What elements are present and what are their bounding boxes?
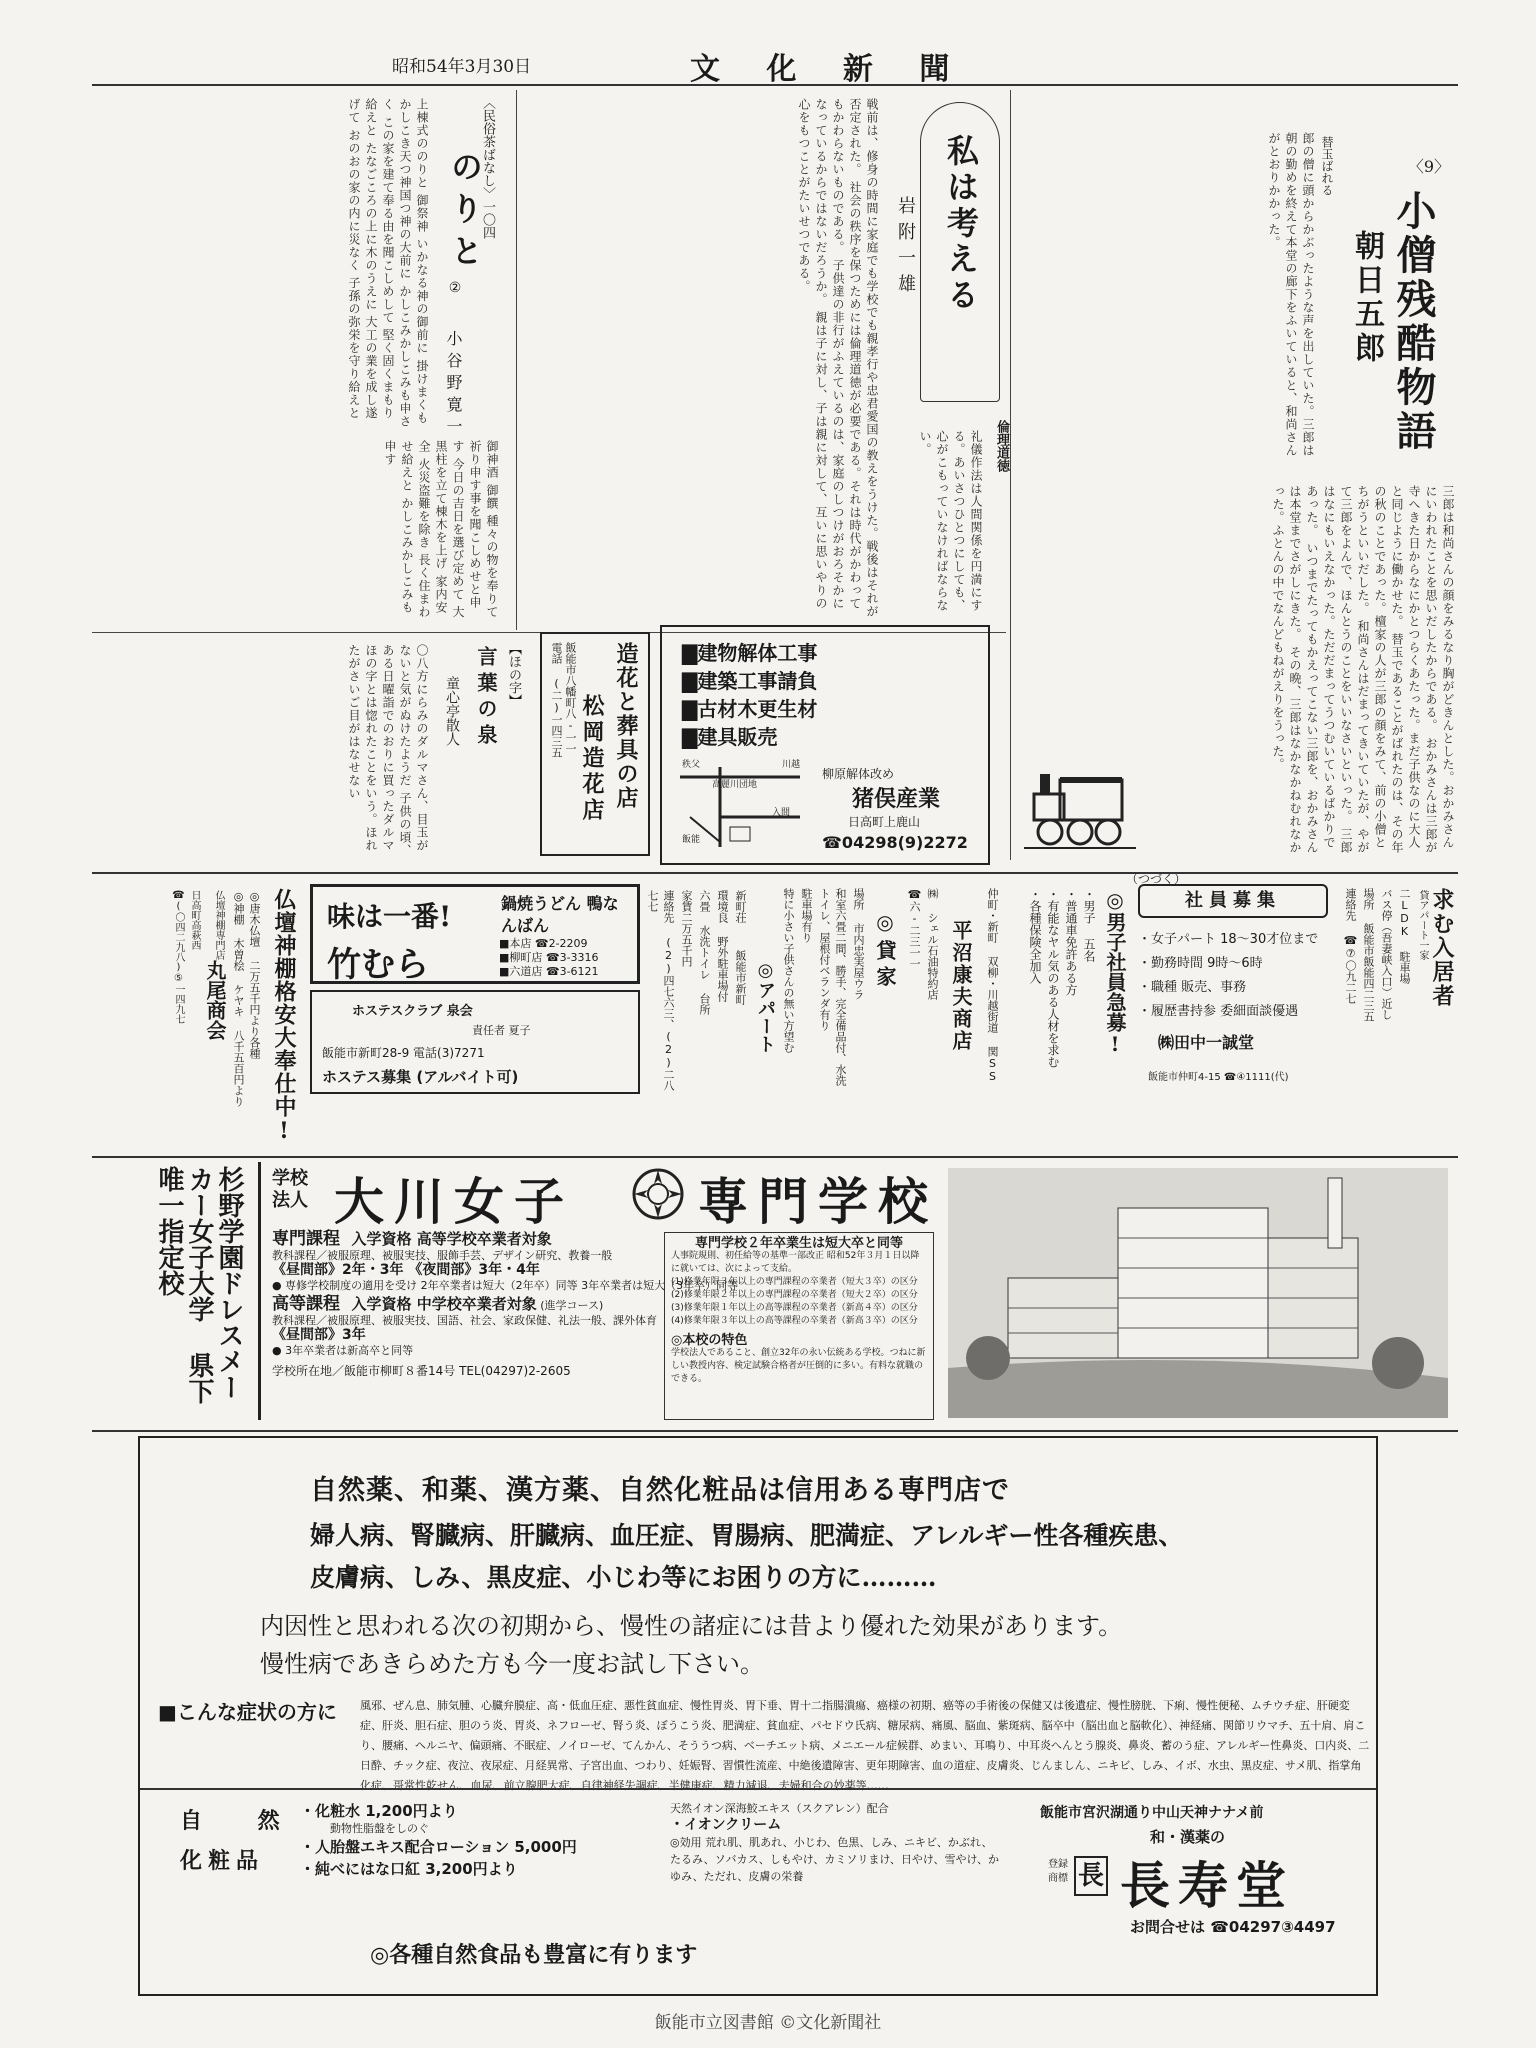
masthead [90,48,1460,87]
symptoms-title: ■こんな症状の方に [158,1700,337,1724]
company-lines [1138,928,1328,1024]
essay-paragraph: 社会の秩序を保つためには倫理道徳が必要である。それは時代がかわってもかわらないものである。 [831,98,862,610]
column-author: 小谷野寛一 [444,330,463,440]
column-body [100,98,430,428]
course2-years: 《昼間部》3年 [272,1327,366,1343]
column-line: かしこみかしこみも申す [383,440,414,614]
essay-title: 私は考える [942,134,980,314]
school-emblem-icon [630,1166,686,1222]
column-line: 家内安全 火災盗難を除き 長く住まわせ給えと [400,440,448,619]
demolition-item-text: 建築工事請負 [697,669,818,693]
proverb-line: 子供の頃、ある日曜詣でのおりに買ったダルマ [381,644,412,857]
school-info-box [664,1232,934,1420]
company-title: 社員募集 [1185,890,1281,911]
hostess-club: ホステスクラブ 泉会 [352,1004,473,1019]
gas-station-line: ☎六-二三一一 [908,888,921,969]
company-line: ・女子パート 18〜30才位まで [1138,932,1319,947]
column-line: 掛けまくもかしこき天つ神国つ神の大前に かしこみかしこみも申さく [381,98,429,428]
company-title-box [1138,884,1328,918]
column-line: 上棟式ののりと 御祭神 いかなる神の御前に [415,98,429,355]
butsudan-price: ◎唐木仏壇 二万五千円より各種 [248,890,261,1059]
rental-house-ad [780,880,900,1100]
house-wanted-line: 場所 飯能市飯能四二三五 [1362,888,1375,1022]
column-number: ② [447,280,463,296]
box-title: 専門学校２年卒業生は短大卒と同等 [694,1236,903,1251]
serial-author: 朝日五郎 [1349,230,1384,366]
essay-paragraph: 礼儀作法は人間関係を円満にする。あいさつひとつにしても、心がこもっていなければならない。 [918,430,983,612]
map-label: 高麗川団地 [712,780,758,790]
school-address: 学校所在地／飯能市柳町８番14号 TEL(04297)2-2605 [272,1364,571,1378]
serial-paragraph: 替玉であることがばれたのは、その年の秋のことであった。檀家の人が三郎の顔をみて、前の小僧とちがうといいだした。 [1356,485,1404,854]
serial-subhead: 替玉ばれる [1320,136,1334,196]
demolition-ad [660,625,990,865]
demolition-item-text: 建物解体工事 [697,641,818,665]
apartment-line: 家賃二万五千円 [680,890,693,967]
serial-paragraph: 三郎は和尚さんの顔をみるなり胸がどきんとした。おかみさんにいわれたことを思いだしたからである。 [1424,485,1455,849]
demolition-item: ▇建物解体工事 [682,641,818,665]
house-wanted-line: 二LDK 駐車場 [1398,888,1411,984]
logo-mark: 長 [1074,1856,1108,1896]
ion-line: 天然イオン深海鮫エキス（スクアレン）配合 [670,1802,889,1815]
rental-title: ◎貸家 [873,910,897,992]
hostess-manager: 責任者 夏子 [472,1024,531,1037]
hostess-ad [310,990,640,1094]
apartment-line: 環境良 野外駐車場付 [716,890,729,1002]
takemura-ad [310,884,640,984]
male-staff-title: ◎男子社員急募! [1103,888,1127,1056]
branch-line: ■六道店 ☎3-6121 [499,965,599,978]
cosmetics-list [300,1800,670,1880]
school-side-title: 杉野学園ドレスメーカー女子大学 県下唯一指定校 [154,1166,244,1404]
proverb-line: ほの字とは惚れたことをいう。ほれたがさいご目がはなせない [347,644,378,852]
column-line: 御神酒 御饌 種々の物を奉りて 祈り申す事を聞こしめせと申す [451,440,499,619]
company-shop: ㈱田中一誠堂 [1158,1033,1255,1052]
cosmetic-item: ・人胎盤エキス配合ローション 5,000円 [300,1838,577,1856]
hostess-recruit: ホステス募集 (アルバイト可) [322,1068,519,1086]
butsudan-address: 日高町高萩西 [189,890,200,950]
flowers-ad [540,632,650,856]
apartment-line: 飯能市新町 [734,950,747,1005]
feature-title: ◎本校の特色 [671,1333,748,1348]
takemura-headline: 味は一番! [327,900,452,933]
pharmacy-line2: 婦人病、腎臓病、肝臓病、血圧症、胃腸病、肥満症、アレルギー性各種疾患、 [310,1521,1184,1550]
branch-line: ■本店 ☎2-2209 [499,937,588,950]
house-wanted-title: 求む入居者 [1429,888,1455,1008]
flowers-shop: 松岡造花店 [579,694,605,824]
course1-years: 《昼間部》2年・3年 《夜間部》3年・4年 [272,1262,540,1278]
apartment-name: 新町荘 [734,890,747,923]
issue-date: 昭和54年3月30日 [392,57,532,77]
cosmetic-item: ・化粧水 1,200円より [300,1802,458,1820]
serial-paragraph: その晩、三郎はなかなかねむれなかった。ふとんの中でなんどもねがえりをうった。 [1271,485,1302,854]
demolition-item: ▇建築工事請負 [682,669,818,693]
company-recruit-ad [1138,880,1328,1100]
takemura-menu: 鍋焼うどん 鴨なんばん [501,894,619,935]
footer-credit: 飯能市立図書館 ©文化新聞社 [654,2013,882,2033]
flowers-address: 飯能市八幡町八-一一 [564,642,577,754]
pharmacy-contact: お問合せは ☎04297③4497 [1130,1918,1336,1936]
male-staff-line: ・普通車免許ある方 [1064,888,1078,996]
natural-food: ◎各種自然食品も豊富に有ります [370,1942,698,1968]
pharmacy-ad [138,1436,1378,1996]
course2-name: 高等課程 [272,1294,340,1314]
box-item: (4)修業年限３年以上の高等課程の卒業者（新高３卒）の区分 [671,1316,918,1326]
column-line: たなごころの上に木のうえに 大工の業を成し遂げて [347,98,378,420]
symptoms-list: 風邪、ぜん息、肺気腫、心臓弁膜症、高・低血圧症、悪性貧血症、慢性胃炎、胃下垂、胃十二指腸潰瘍、癌様の初期、癌等の手術後の保健又は後遺症、慢性膀胱、下痢、慢性便秘、ムチウチ症、肝硬変症、肝炎、胆石症、胆のう炎、胃炎、ネフローゼ、腎う炎、ぼうこう炎、肥満症、貧血症、パセドウ氏病、糖尿病、痛風、脳血、紫斑病、脳卒中（脳出血と脳軟化）、神経痛、関節リウマチ、五十肩、肩こり、腰痛、ヘルニヤ、偏頭痛、不眠症、ノイローゼ、てんかん、そううつ病、ベーチエット病、メニエール症候群、めまい、耳鳴り、中耳炎へんとう腺炎、鼻炎、蓄のう症、アレルギー性鼻炎、口内炎、二日酔、チック症、夜泣、夜尿症、月経異常、子宮出血、つわり、妊娠腎、習慣性流産、中絶後遺障害、更年期障害、血の道症、皮膚炎、じんましん、ニキビ、しみ、イボ、水虫、黒皮症、サメ肌、指掌角化症、哥常性乾せん、血尿、前立腺肥大症、自律神経失調症、半健康症、精力減退、夫婦和合の妙薬等…… [360,1699,1370,1792]
hostess-address: 飯能市新町28-9 電話(3)7271 [322,1046,485,1060]
school-building-illustration [948,1168,1448,1418]
course2-detail: 教科課程／被服原理、被服実技、国語、社会、家政保健、礼法一般、課外体育 [272,1314,657,1327]
column-series: 〈民俗茶ばなし〉一〇四 [480,96,495,239]
butsudan-title: 仏壇神棚格安大奉仕中! [271,888,297,1145]
box-item: (2)修業年限２年以上の専門課程の卒業者（短大２卒）の区分 [671,1290,918,1300]
serial-body-upper [1036,92,1316,472]
rental-line: 特に小さい子供さんの無い方望む [782,888,795,1053]
house-wanted-line: 連絡先 ☎⑦〇九二七 [1344,888,1357,1004]
column-line: おのおの家の内に災なく 子孫の弥栄を守り給えと [347,128,361,420]
ion-line: ・イオンクリーム [670,1817,782,1833]
school-ad [148,1162,1458,1424]
cosmetics-label-2: 化粧品 [180,1848,265,1874]
apartment-line: 連絡先 (2)四七六三、(2)二八七七 [646,890,675,1091]
takemura-branches [499,937,599,979]
butsudan-shop: 丸尾商会 [203,960,227,1040]
apartment-line: 六畳 水洗トイレ 台所 [698,890,711,1015]
map-label: 秩父 [682,760,701,770]
essay-subhead: 倫理道徳 [994,420,1009,472]
demolition-item-text: 古材木更生材 [697,697,818,721]
cosmetic-item: 動物性脂盤をしのぐ [330,1822,429,1835]
male-staff-line: ・有能なヤル気のある人材を求む [1046,888,1060,1068]
course2-note: ● 3年卒業者は新高卒と同等 [272,1344,414,1357]
serial-paragraph: 郎の僧に頭からかぶったような声を出していた。三郎は朝の勤めを終えて本堂の廊下をふいていると、和尚さんがとおりかかった。 [1267,132,1315,457]
pharmacy-line3: 皮膚病、しみ、黒皮症、小じわ等にお困りの方に……… [310,1563,937,1592]
essay-body [530,98,880,618]
feature-text: 学校法人であること、創立32年の永い伝統ある学校。つねに新しい教授内容、検定試験合格者が圧倒的に多い。有料な就職のできる。 [671,1348,926,1384]
company-line: ・勤務時間 9時〜6時 [1138,956,1263,971]
course2-target: 入学資格 中学校卒業者対象 [351,1295,537,1313]
logo-side: 登録商標 [1048,1859,1068,1884]
course1-target: 入学資格 高等学校卒業者対象 [351,1230,552,1248]
male-staff-ad [1000,880,1130,1100]
butsudan-phone: ☎(〇四二九八)⑤一四九七 [173,890,184,1024]
demolition-item: ▇古材木更生材 [682,697,818,721]
demolition-item-text: 建具販売 [697,725,778,749]
branch-line: ■柳町店 ☎3-3316 [499,951,599,964]
box-sub: 人事院規則、初任給等の基準一部改正 昭和52年３月１日以降に就いては、次によって支給。 [671,1251,920,1274]
rental-line: 駐車場有り [800,888,813,943]
course1-note: ● 専修学校制度の適用を受け 2年卒業者は短大（2年卒）同等 3年卒業者は短大（3年卒）同等 [272,1279,739,1292]
demolition-subtitle: 柳原解体改め [822,767,895,781]
pharmacy-headline: 自然薬、和薬、漢方薬、自然化粧品は信用ある専門店で [310,1475,1010,1506]
column-title: のりと [446,150,484,276]
column-line: この家を建て奉る由を聞こしめして 堅く固くまもり給えと [364,98,395,420]
apartment-title: ◎アパート [755,960,776,1053]
map-label: 入間 [772,808,791,818]
box-item: (3)修業年限１年以上の高等課程の卒業者（新高４卒）の区分 [671,1303,918,1313]
essay [520,90,1009,630]
butsudan-ad [160,880,300,1150]
cosmetics-label-1: 自 然 [180,1808,304,1834]
map-label: 飯能 [682,835,701,845]
locomotive-illustration [1020,760,1140,855]
ion-line: ◎効用 荒れ肌、肌あれ、小じわ、色黒、しみ、ニキビ、かぶれ、たるみ、ソバカス、しもやけ、カミソリまけ、日やけ、雪やけ、かゆみ、ただれ、皮膚の栄養 [670,1836,1000,1883]
serial-paragraph: いつまでたってもかえってこない三郎を、おかみさんは本堂までさがしにきた。 [1288,485,1319,854]
demolition-shop: 猪俣産業 [852,787,941,812]
serial-paragraph: 和尚さんはだまってきいていたが、やがて三郎をよんで、ほんとうのことをいいなさいといった。 [1339,485,1370,854]
demolition-item: ▇建具販売 [682,725,778,749]
serial-number: 〈9〉 [1407,157,1450,176]
house-wanted-line: バス停（吾妻峡入口）近し [1380,888,1393,1020]
proverb-title: 言葉の泉 [474,646,498,750]
house-wanted-sub: 貸アパート一家 [1417,890,1428,960]
serial-novel [1016,90,1456,886]
course2-tag: (進学コース) [540,1299,604,1312]
butsudan-shop-label: 仏壇神棚専門店 [213,890,224,960]
gas-station-line: ㈱ シェル石油特約店 [926,888,939,1000]
rental-line: 場所 市内忠実屋ウラ [852,888,865,1000]
norito-column [92,90,512,630]
demolition-phone: ☎04298(9)2272 [822,833,968,852]
essay-body-right [884,430,984,620]
serial-paragraph: 三郎はなにもいえなかった。ただだまってうつむいているばかりであった。 [1305,485,1353,854]
gas-station-title: 平沼康夫商店 [949,920,973,1052]
serial-paragraph: おかみさんは三郎が寺へきた日からなにかとつらくあたった。まだ子供なのに大人と同じように働かせた。 [1390,485,1438,854]
flowers-phone: 電話 (二)一四三五 [550,642,563,758]
demolition-address: 日高町上鹿山 [848,815,921,829]
pharmacy-address: 飯能市宮沢湖通り中山天神ナナメ前 [1040,1805,1264,1821]
essay-paragraph: 戦前は、修身の時間に家庭でも学校でも親孝行や忠君愛国の教えをうけた。戦後はそれが否定された。 [848,98,879,618]
takemura-shop: 竹むら [327,945,429,985]
flowers-title: 造花と葬具の店 [613,642,639,810]
gas-station-line: 仲町・新町 双柳・川越街道 関SS [986,888,999,1083]
ion-cream [670,1800,1000,1885]
essay-author: 岩附一雄 [895,196,916,300]
school-name-2: 専門学校 [698,1172,938,1231]
pharmacy-line4: 内因性と思われる次の初期から、慢性の諸症には昔より優れた効果があります。 [260,1612,1123,1640]
proverb-author: 童心亭散人 [444,676,460,746]
proverb-tag: 【ほの字】 [506,642,521,707]
essay-paragraph: 子供達の非行がふえているのは、家庭のしつけがおろそかになっているからではないだろうか。 [814,98,845,610]
cosmetic-item: ・純べにはな口紅 3,200円より [300,1860,518,1878]
box-item: (1)修業年限３年以上の専門課程の卒業者（短大３卒）の区分 [671,1277,918,1287]
male-staff-line: ・各種保険全加入 [1028,888,1042,984]
company-line: ・職種 販売、事務 [1138,980,1247,995]
serial-title: 小僧残酷物語 [1390,190,1437,454]
male-staff-line: ・男子 五名 [1082,888,1096,962]
school-name: 大川女子 [334,1172,574,1231]
essay-paragraph: 親は子に対し、子は親に対して、互いに思いやりの心をもつことがたいせつである。 [797,98,828,610]
apartment-ad [648,880,778,1100]
course1-name: 専門課程 [272,1229,340,1249]
proverb-line: 〇八方にらみのダルマさん、目玉がないと気がぬけたようだ [398,644,429,852]
butsudan-price: ◎神棚 木曽桧 ケヤキ 八千五百円より [232,890,245,1107]
house-wanted-ad [1334,880,1458,1100]
course1-detail: 教科課程／被服原理、被服実技、服飾手芸、デザイン研究、教養一般 [272,1249,613,1262]
proverb-column [92,636,532,864]
pharmacy-sub: 和・漢薬の [1150,1828,1226,1846]
rental-line: 和室六畳二間、勝手、完全備品付、水洗トイレ、屋根付ベランダ有り [818,888,847,1086]
serial-end-mark: （つづく） [1126,872,1187,886]
paper-name: 文 化 新 聞 [690,52,968,87]
demolition-items [682,639,817,751]
proverb-body [100,644,430,859]
company-line: ・履歴書持参 委細面談優遇 [1138,1004,1299,1019]
pharmacy-shop: 長寿堂 [1120,1856,1294,1915]
map-label: 川越 [782,760,801,770]
column-body-lower [100,440,500,620]
column-line: 今日の吉日を選び定めて 大黒柱を立て棟木を上げ [434,440,465,619]
gas-station-ad [900,880,1000,1100]
company-address: 飯能市仲町4-15 ☎④1111(代) [1148,1072,1289,1083]
school-corp: 学校法人 [272,1168,308,1211]
pharmacy-line5: 慢性病であきらめた方も今一度お試し下さい。 [260,1650,764,1678]
